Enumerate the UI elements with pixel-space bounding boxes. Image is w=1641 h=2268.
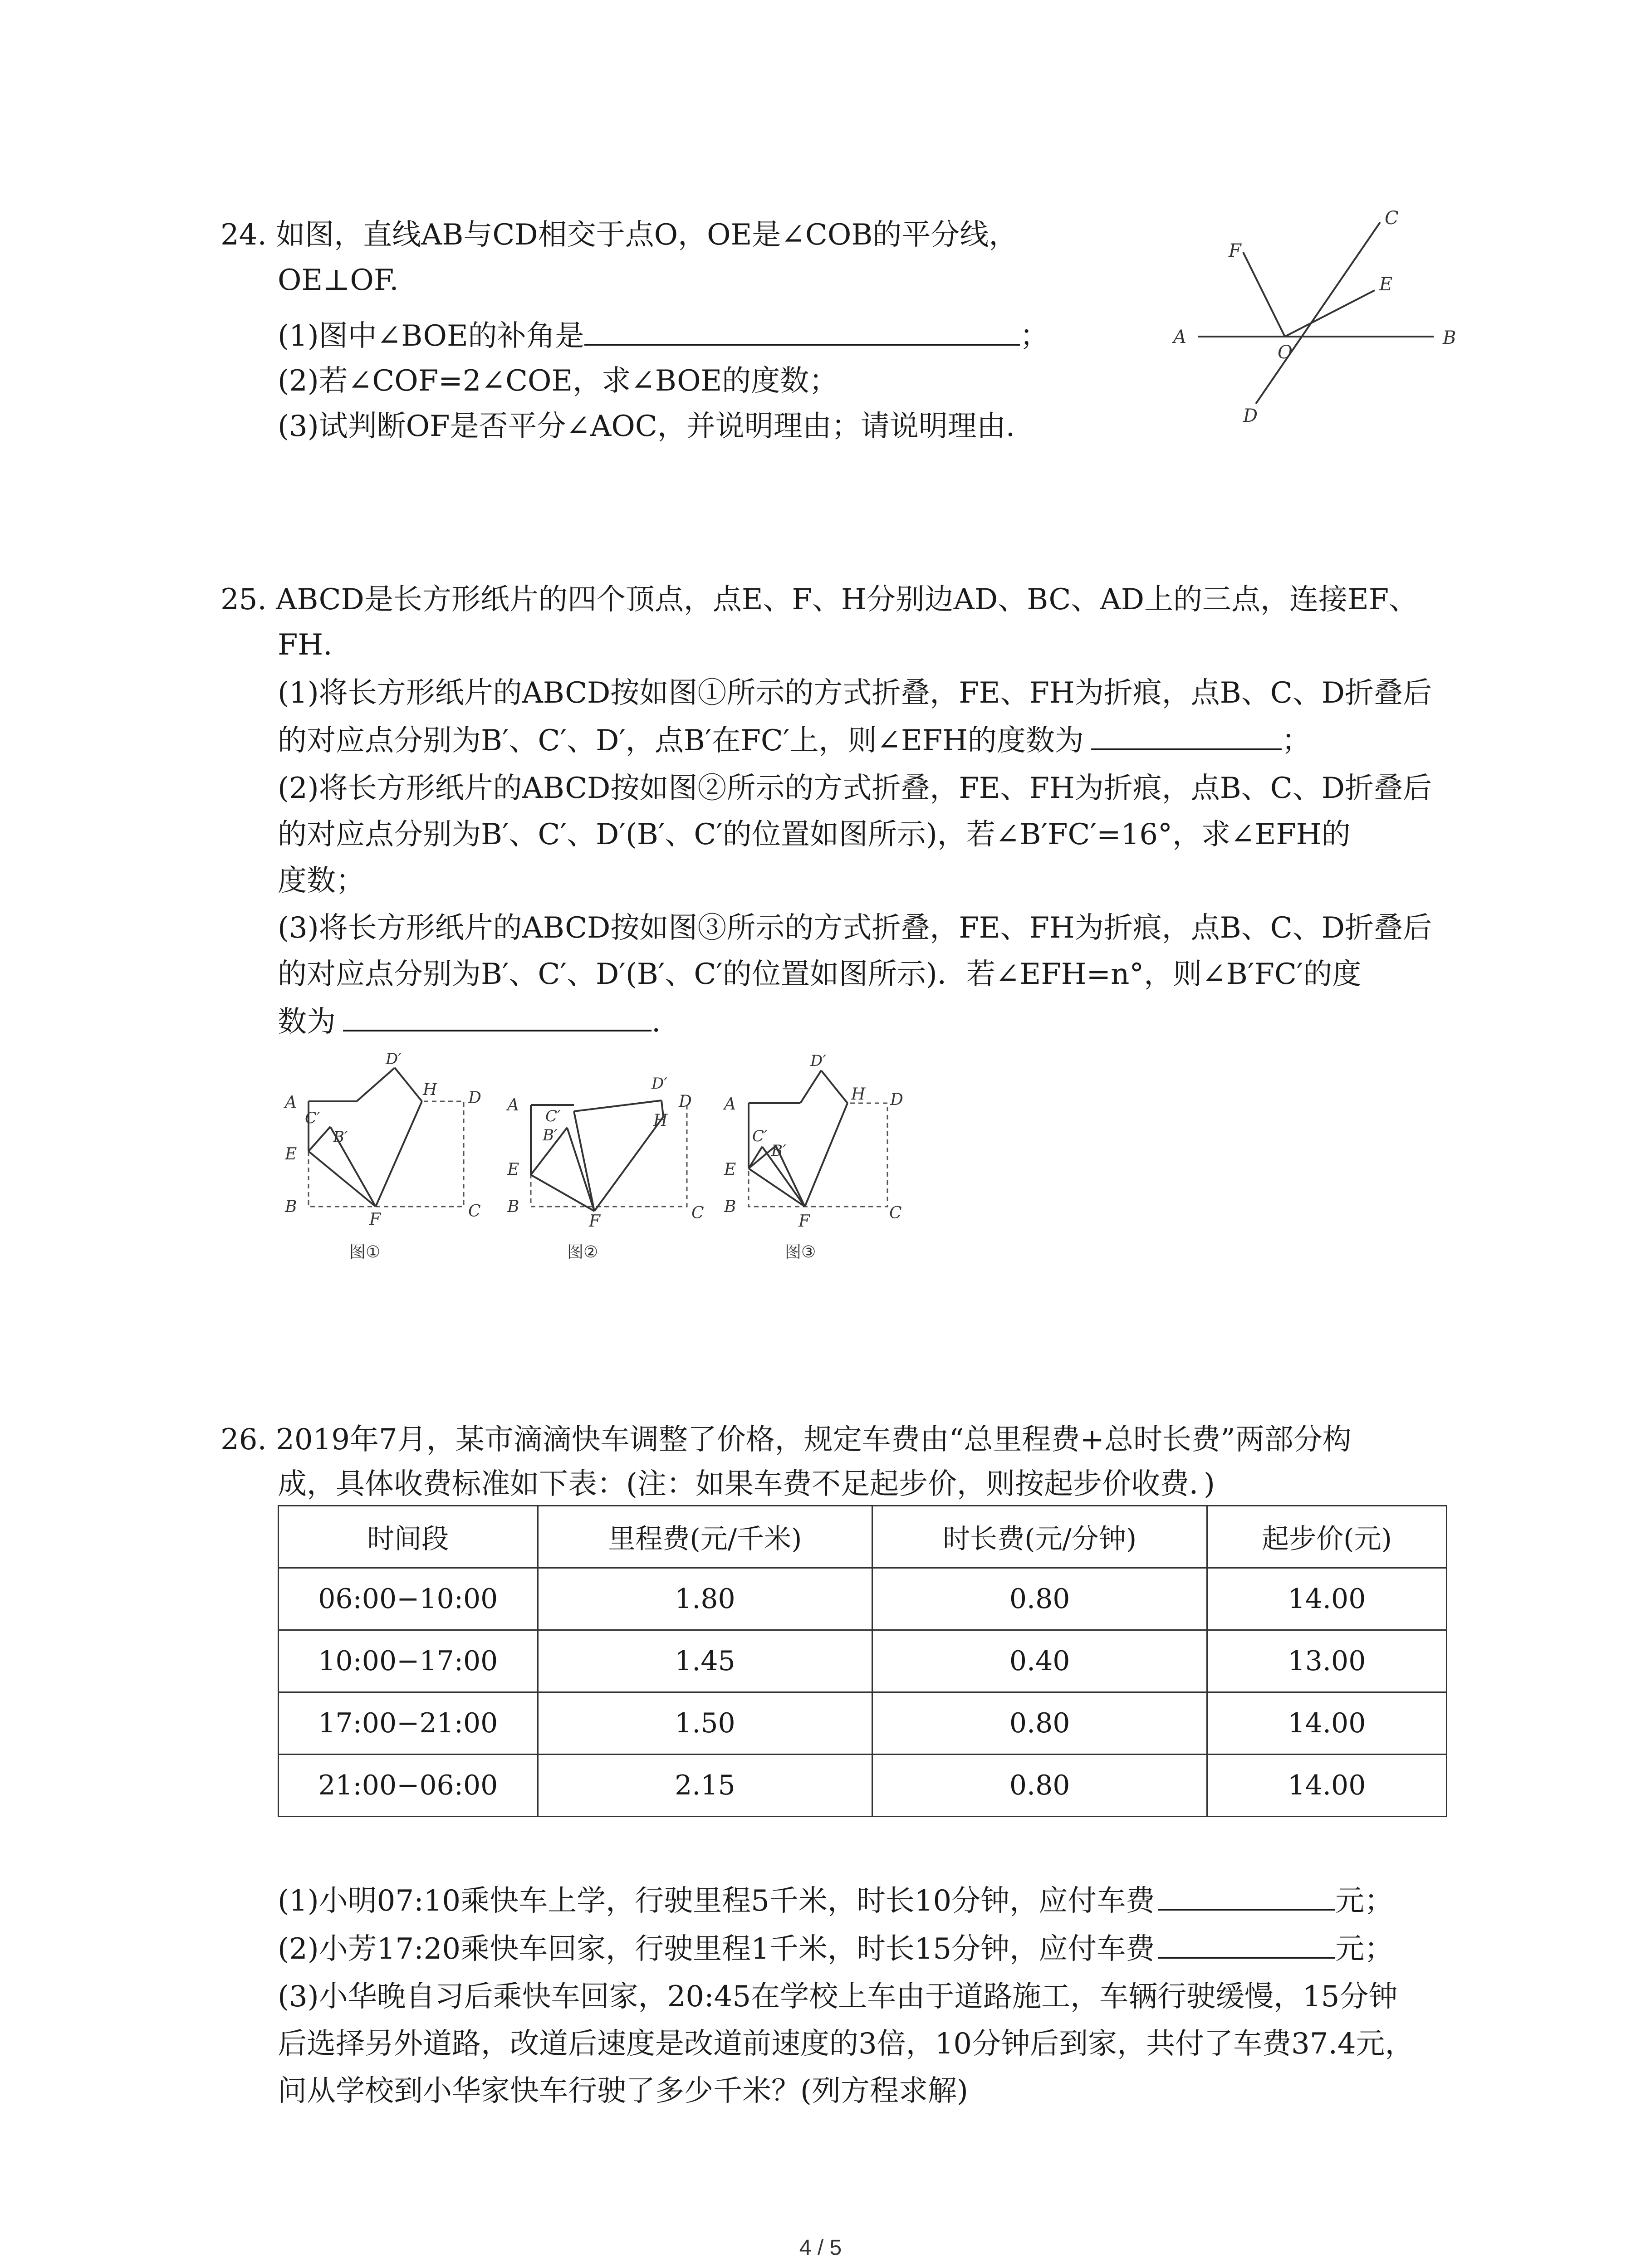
caption-figure-2: 图② bbox=[567, 1243, 598, 1261]
table-row bbox=[279, 1568, 1447, 1630]
label-b: B bbox=[1443, 327, 1456, 348]
label-h: H bbox=[851, 1085, 866, 1104]
q25-line-5: (2)将长方形纸片的ABCD按如图②所示的方式折叠，FE、FH为折痕，点B、C、D折叠后 bbox=[278, 772, 1432, 805]
q25-line-6: 的对应点分别为B′、C′、D′(B′、C′的位置如图所示)，若∠B′FC′=16°，求∠EFH的 bbox=[278, 818, 1351, 851]
table-header-row bbox=[279, 1506, 1447, 1568]
fare-table bbox=[278, 1505, 1447, 1817]
table-cell: 0.80 bbox=[872, 1568, 1207, 1630]
table-row bbox=[279, 1692, 1447, 1755]
q26-part-1-text: (1)小明07:10乘快车上学，行驶里程5千米，时长10分钟，应付车费 bbox=[278, 1884, 1155, 1918]
label-c: C bbox=[691, 1204, 704, 1222]
table-row bbox=[279, 1630, 1447, 1692]
table-cell: 0.80 bbox=[872, 1692, 1207, 1755]
label-c: C bbox=[889, 1204, 902, 1222]
q25-line-8: (3)将长方形纸片的ABCD按如图③所示的方式折叠，FE、FH为折痕，点B、C、D折叠后 bbox=[278, 911, 1432, 945]
table-row bbox=[279, 1755, 1447, 1817]
q26-part-3-line-2: 后选择另外道路，改道后速度是改道前速度的3倍，10分钟后到家，共付了车费37.4元， bbox=[278, 2027, 1414, 2061]
label-d-prime: D′ bbox=[810, 1052, 826, 1070]
column-header: 起步价(元) bbox=[1207, 1506, 1447, 1568]
q26-part-1 bbox=[278, 1882, 1393, 1919]
table-cell: 17:00−21:00 bbox=[279, 1692, 538, 1755]
q26-part-2 bbox=[278, 1931, 1393, 1967]
column-header: 时间段 bbox=[279, 1506, 538, 1568]
label-e: E bbox=[1379, 274, 1393, 295]
fold-cd bbox=[574, 1100, 661, 1111]
page-number: 4 / 5 bbox=[799, 2236, 842, 2260]
label-h: H bbox=[423, 1080, 437, 1099]
label-a: A bbox=[1173, 327, 1186, 347]
q24-part-1-end: ； bbox=[1019, 319, 1049, 353]
q24-part-3: (3)试判断OF是否平分∠AOC，并说明理由；请说明理由. bbox=[278, 410, 1015, 443]
label-b-prime: B′ bbox=[543, 1126, 558, 1144]
label-c: C bbox=[468, 1202, 481, 1221]
crease-fh bbox=[594, 1117, 663, 1211]
original-rectangle bbox=[749, 1103, 887, 1207]
table-cell: 10:00−17:00 bbox=[279, 1630, 538, 1692]
label-a: A bbox=[285, 1093, 297, 1112]
label-b-prime: B′ bbox=[333, 1128, 348, 1146]
label-d: D bbox=[679, 1092, 692, 1111]
column-header: 时长费(元/分钟) bbox=[872, 1506, 1207, 1568]
answer-blank[interactable] bbox=[1158, 1931, 1335, 1959]
label-c-prime: C′ bbox=[545, 1107, 561, 1125]
q25-figure-3 bbox=[708, 1043, 935, 1275]
fold-dh bbox=[821, 1070, 847, 1103]
q26-line-1: 26. 2019年7月，某市滴滴快车调整了价格，规定车费由“总里程费+总时长费”两部分构 bbox=[220, 1423, 1352, 1457]
q26-line-2: 成，具体收费标准如下表：(注：如果车费不足起步价，则按起步价收费．) bbox=[278, 1467, 1215, 1501]
label-c-prime: C′ bbox=[752, 1127, 768, 1145]
caption-figure-3: 图③ bbox=[785, 1243, 816, 1261]
q25-line-2: FH. bbox=[278, 628, 333, 662]
q25-line-10-end: . bbox=[652, 1005, 661, 1039]
original-rectangle bbox=[309, 1101, 464, 1207]
q24-line-1: 24. 如图，直线AB与CD相交于点O，OE是∠COB的平分线， bbox=[220, 218, 1018, 252]
table-cell: 1.50 bbox=[538, 1692, 872, 1755]
q26-part-3-line-3: 问从学校到小华家快车行驶了多少千米？(列方程求解) bbox=[278, 2074, 968, 2108]
label-a: A bbox=[507, 1096, 519, 1114]
q26-part-1-end: 元； bbox=[1335, 1884, 1394, 1918]
table-cell: 21:00−06:00 bbox=[279, 1755, 538, 1817]
label-d: D bbox=[890, 1090, 903, 1109]
label-o: O bbox=[1278, 342, 1293, 363]
label-e: E bbox=[507, 1160, 519, 1179]
label-d-prime: D′ bbox=[652, 1075, 667, 1093]
q25-line-9: 的对应点分别为B′、C′、D′(B′、C′的位置如图所示)．若∠EFH=n°，则∠B′FC′的度 bbox=[278, 958, 1362, 991]
fold-eb bbox=[309, 1127, 330, 1151]
answer-blank[interactable] bbox=[1158, 1882, 1335, 1911]
fold-cd bbox=[357, 1068, 395, 1101]
table-cell: 06:00−10:00 bbox=[279, 1568, 538, 1630]
table-cell: 0.40 bbox=[872, 1630, 1207, 1692]
fold-cf bbox=[574, 1111, 594, 1211]
label-b-prime: B′ bbox=[771, 1142, 786, 1160]
label-b: B bbox=[724, 1198, 736, 1216]
q24-part-1 bbox=[278, 318, 1049, 354]
q25-line-1: 25. ABCD是长方形纸片的四个顶点，点E、F、H分别边AD、BC、AD上的三点，连接EF、 bbox=[220, 583, 1418, 616]
table-cell: 1.80 bbox=[538, 1568, 872, 1630]
q25-line-7: 度数； bbox=[278, 864, 365, 898]
q24-part-1-text: (1)图中∠BOE的补角是 bbox=[278, 319, 584, 353]
table-cell: 2.15 bbox=[538, 1755, 872, 1817]
label-f: F bbox=[1229, 240, 1241, 261]
label-a: A bbox=[724, 1095, 736, 1114]
label-d: D bbox=[1243, 406, 1258, 426]
label-b: B bbox=[285, 1198, 297, 1216]
q25-line-4-end: ； bbox=[1281, 724, 1311, 758]
fold-cd bbox=[800, 1070, 821, 1103]
label-d-prime: D′ bbox=[386, 1050, 402, 1068]
q25-line-4-text: 的对应点分别为B′、C′、D′，点B′在FC′上，则∠EFH的度数为 bbox=[278, 724, 1084, 758]
table-cell: 14.00 bbox=[1207, 1692, 1447, 1755]
fold-dh bbox=[395, 1068, 422, 1101]
table-cell: 14.00 bbox=[1207, 1755, 1447, 1817]
crease-ef bbox=[309, 1151, 376, 1207]
answer-blank[interactable] bbox=[584, 318, 1020, 346]
q24-line-2: OE⊥OF. bbox=[278, 264, 399, 297]
q25-line-10 bbox=[278, 1003, 661, 1040]
label-c: C bbox=[1385, 208, 1399, 229]
label-c-prime: C′ bbox=[305, 1109, 320, 1127]
table-cell: 14.00 bbox=[1207, 1568, 1447, 1630]
table-cell: 1.45 bbox=[538, 1630, 872, 1692]
line-cd bbox=[1256, 222, 1380, 404]
q26-part-3-line-1: (3)小华晚自习后乘快车回家，20:45在学校上车由于道路施工，车辆行驶缓慢，15分钟 bbox=[278, 1980, 1398, 2014]
q24-part-2: (2)若∠COF=2∠COE，求∠BOE的度数； bbox=[278, 364, 838, 398]
q26-part-2-end: 元； bbox=[1335, 1932, 1394, 1966]
q25-line-10-text: 数为 bbox=[278, 1005, 336, 1039]
label-b: B bbox=[507, 1198, 519, 1216]
answer-blank[interactable] bbox=[343, 1003, 652, 1031]
q25-figure-1 bbox=[272, 1043, 499, 1275]
crease-fh bbox=[805, 1103, 847, 1207]
fold-ec bbox=[749, 1147, 762, 1168]
q26-part-2-text: (2)小芳17:20乘快车回家，行驶里程1千米，时长15分钟，应付车费 bbox=[278, 1932, 1155, 1966]
q24-figure bbox=[1152, 200, 1488, 445]
q25-line-4 bbox=[278, 722, 1311, 759]
table-cell: 0.80 bbox=[872, 1755, 1207, 1817]
crease-fh bbox=[376, 1101, 422, 1207]
table-cell: 13.00 bbox=[1207, 1630, 1447, 1692]
caption-figure-1: 图① bbox=[349, 1243, 381, 1261]
label-f: F bbox=[369, 1210, 381, 1229]
answer-blank[interactable] bbox=[1091, 722, 1282, 750]
q25-figure-2 bbox=[495, 1043, 712, 1275]
label-f: F bbox=[798, 1212, 810, 1231]
label-h: H bbox=[653, 1111, 668, 1130]
label-f: F bbox=[589, 1212, 600, 1231]
label-e: E bbox=[724, 1160, 736, 1179]
column-header: 里程费(元/千米) bbox=[538, 1506, 872, 1568]
q25-line-3: (1)将长方形纸片的ABCD按如图①所示的方式折叠，FE、FH为折痕，点B、C、D折叠后 bbox=[278, 676, 1432, 710]
label-d: D bbox=[468, 1089, 481, 1107]
label-e: E bbox=[285, 1145, 297, 1163]
ray-of bbox=[1243, 252, 1285, 337]
